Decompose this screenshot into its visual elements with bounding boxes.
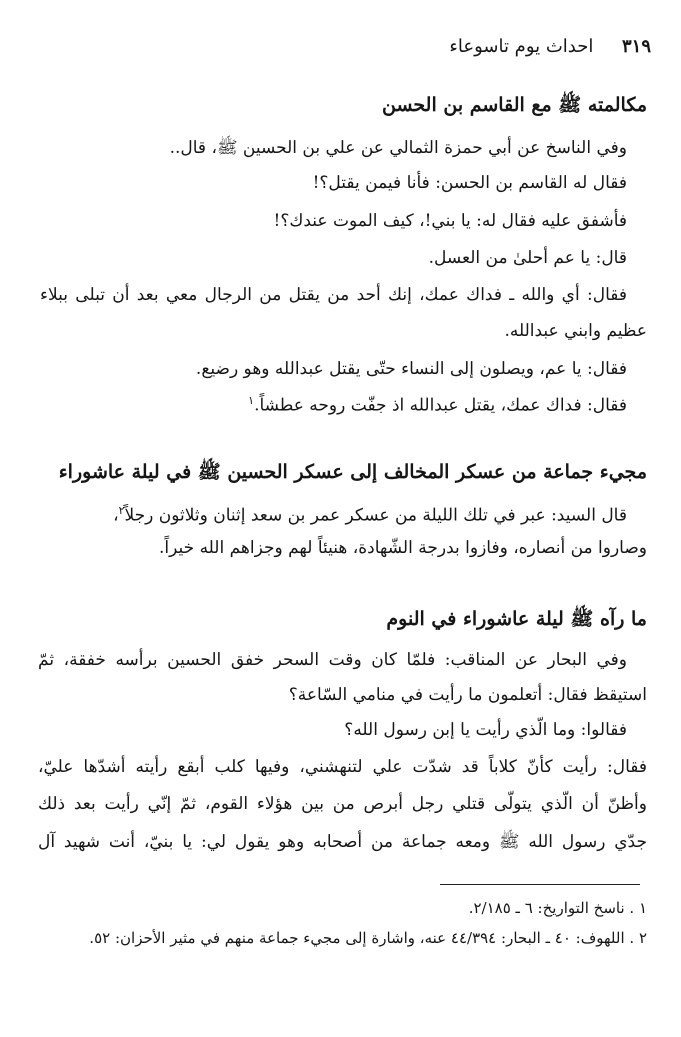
paragraph-text: ،	[113, 505, 119, 526]
section-heading-2: مجيء جماعة من عسكر المخالف إلى عسكر الحسين ﷺ في ليلة عاشوراء	[58, 461, 647, 483]
paragraph-line: فقال: أي والله ـ فداك عمك، إنك أحد من يقتل من الرجال معي بعد أن تبلى ببلاء	[40, 285, 627, 305]
paragraph-text: فقال: فداك عمك، يقتل عبدالله اذ جفّت روحه عطشاً.	[254, 395, 627, 416]
paragraph-line: فقال: يا عم، ويصلون إلى النساء حتّى يقتل عبدالله وهو رضيع.	[195, 359, 627, 379]
paragraph-line: فقال: رأيت كأنّ كلاباً قد شدّت علي لتنهشني، وفيها كلب أبقع رأيته أشدّها عليّ،	[38, 757, 647, 777]
footnote-2: ٢ . اللهوف: ٤٠ ـ البحار: ٤٤/٣٩٤ عنه، واشارة إلى مجيء جماعة منهم في مثير الأحزان: ٥٢.	[89, 929, 647, 947]
paragraph-line	[248, 395, 627, 415]
paragraph-line: جدّي رسول الله ﷺ ومعه جماعة من أصحابه وهو يقول لي: يا بنيّ، أنت شهيد آل	[38, 832, 647, 852]
footnote-divider	[440, 884, 640, 885]
paragraph-line: فقال له القاسم بن الحسن: فأنا فيمن يقتل؟!	[312, 173, 627, 193]
paragraph-line: فقالوا: وما الّذي رأيت يا إبن رسول الله؟	[344, 720, 627, 740]
paragraph-line: قال: يا عم أحلىٰ من العسل.	[428, 248, 627, 268]
paragraph-line: استيقظ فقال: أتعلمون ما رأيت في منامي السّاعة؟	[288, 685, 647, 705]
footnote-1: ١ . ناسخ التواريخ: ٦ ـ ٢/١٨٥.	[468, 899, 647, 917]
section-heading-1: مكالمته ﷺ مع القاسم بن الحسن	[382, 94, 647, 116]
running-header	[449, 38, 651, 56]
paragraph-line: وأظنّ أن الّذي يتولّى قتلي رجل أبرص من بين هؤلاء القوم، ثمّ إنّي رأيت بعد ذلك	[38, 794, 647, 814]
paragraph-line: فأشفق عليه فقال له: يا بني!، كيف الموت عندك؟!	[273, 211, 627, 231]
paragraph-line: عظيم وابني عبدالله.	[504, 321, 647, 341]
paragraph-line: وفي البحار عن المناقب: فلمّا كان وقت السحر خفق الحسين برأسه خفقة، ثمّ	[38, 650, 627, 670]
paragraph-line: وصاروا من أنصاره، وفازوا بدرجة الشّهادة، هنيئاً لهم وجزاهم الله خيراً.	[159, 538, 647, 558]
page-number: ٣١٩	[621, 36, 651, 57]
chapter-title: احداث يوم تاسوعاء	[449, 36, 594, 57]
paragraph-line: وفي الناسخ عن أبي حمزة الثمالي عن علي بن الحسين ﷺ، قال..	[169, 138, 627, 158]
footnote-marker: ١	[248, 394, 255, 407]
footnote-marker: ٢	[118, 504, 125, 517]
paragraph-line	[113, 505, 627, 525]
paragraph-text: قال السيد: عبر في تلك الليلة من عسكر عمر بن سعد إثنان وثلاثون رجلاً	[124, 505, 627, 526]
section-heading-3: ما رآه ﷺ ليلة عاشوراء في النوم	[386, 608, 647, 630]
